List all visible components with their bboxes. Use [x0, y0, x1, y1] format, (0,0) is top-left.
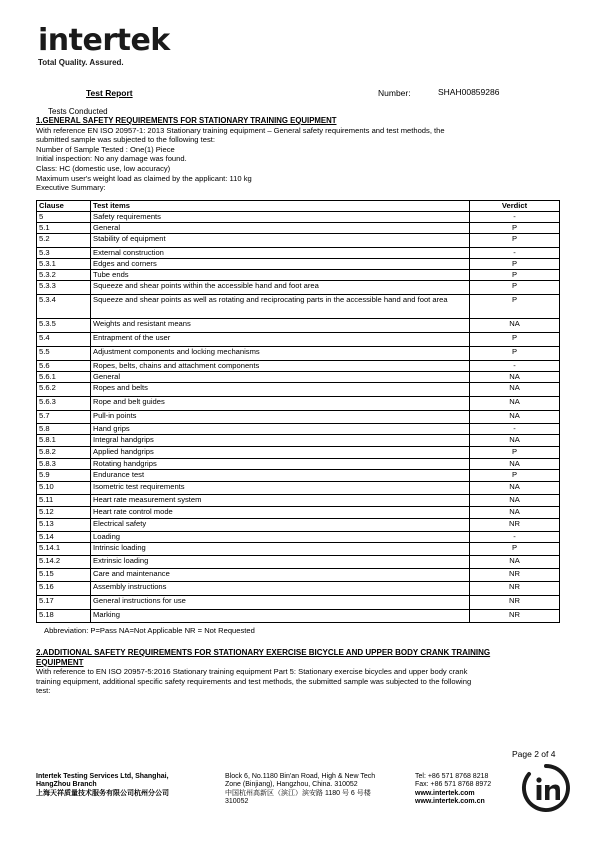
- clause-cell: 5.3.2: [37, 270, 91, 281]
- table-row: [37, 582, 560, 596]
- test-item-cell: Entrapment of the user: [91, 333, 470, 347]
- clause-cell: 5.1: [37, 223, 91, 234]
- verdict-cell: NR: [470, 569, 560, 582]
- test-item-cell: Heart rate measurement system: [91, 495, 470, 507]
- clause-cell: 5.15: [37, 569, 91, 582]
- verdict-cell: NA: [470, 411, 560, 424]
- test-item-cell: Rotating handgrips: [91, 459, 470, 470]
- intertek-logo: [38, 23, 170, 67]
- test-item-cell: Isometric test requirements: [91, 482, 470, 495]
- logo-wordmark: intertek: [38, 23, 170, 58]
- clause-cell: 5: [37, 212, 91, 223]
- table-row: [37, 397, 560, 411]
- test-item-cell: Pull-in points: [91, 411, 470, 424]
- test-item-cell: Ropes and belts: [91, 383, 470, 397]
- test-item-cell: General: [91, 223, 470, 234]
- verdict-cell: NA: [470, 495, 560, 507]
- footer-address-line: 中国杭州高新区（滨江）滨安路 1180 号 6 号楼: [225, 789, 371, 797]
- verdict-cell: P: [470, 234, 560, 248]
- test-item-cell: Applied handgrips: [91, 447, 470, 459]
- verdict-cell: NR: [470, 519, 560, 532]
- table-row: [37, 259, 560, 270]
- test-item-cell: General instructions for use: [91, 596, 470, 610]
- clause-cell: 5.18: [37, 610, 91, 623]
- section2-title: 2.ADDITIONAL SAFETY REQUIREMENTS FOR STATIONARY EXERCISE BICYCLE AND UPPER BODY CRANK TRAINING: [36, 648, 491, 657]
- clause-cell: 5.11: [37, 495, 91, 507]
- verdict-cell: -: [470, 424, 560, 435]
- section1-title: 1.GENERAL SAFETY REQUIREMENTS FOR STATIONARY TRAINING EQUIPMENT: [36, 116, 337, 125]
- table-row: [37, 482, 560, 495]
- clause-cell: 5.8: [37, 424, 91, 435]
- test-item-cell: Tube ends: [91, 270, 470, 281]
- clause-cell: 5.6: [37, 361, 91, 372]
- verdict-cell: P: [470, 447, 560, 459]
- verdict-cell: P: [470, 223, 560, 234]
- verdict-cell: NA: [470, 372, 560, 383]
- clause-cell: 5.7: [37, 411, 91, 424]
- footer-contact: [415, 773, 491, 807]
- verdict-cell: P: [470, 470, 560, 482]
- verdict-cell: NR: [470, 596, 560, 610]
- clause-cell: 5.8.2: [37, 447, 91, 459]
- test-item-cell: Endurance test: [91, 470, 470, 482]
- clause-cell: 5.16: [37, 582, 91, 596]
- clause-cell: 5.14.1: [37, 543, 91, 556]
- header-clause: Clause: [37, 201, 91, 212]
- table-row: [37, 610, 560, 623]
- test-item-cell: Integral handgrips: [91, 435, 470, 447]
- table-row: [37, 383, 560, 397]
- intertek-in-badge-icon: [521, 763, 571, 813]
- test-item-cell: Extrinsic loading: [91, 556, 470, 569]
- section1-line: Maximum user's weight load as claimed by the applicant: 110 kg: [36, 173, 252, 183]
- footer-address-line: 310052: [225, 798, 249, 806]
- section1-intro: [36, 116, 566, 193]
- table-row: [37, 532, 560, 543]
- verdict-cell: NA: [470, 507, 560, 519]
- table-row: [37, 556, 560, 569]
- verdict-cell: P: [470, 347, 560, 361]
- verdict-cell: NA: [470, 383, 560, 397]
- table-header-row: [37, 201, 560, 212]
- table-row: [37, 270, 560, 281]
- clause-cell: 5.8.1: [37, 435, 91, 447]
- table-row: [37, 295, 560, 319]
- test-item-cell: Heart rate control mode: [91, 507, 470, 519]
- verdict-cell: NA: [470, 556, 560, 569]
- section2: [36, 648, 560, 696]
- report-title: Test Report: [86, 88, 133, 98]
- clause-cell: 5.10: [37, 482, 91, 495]
- verdict-cell: P: [470, 281, 560, 295]
- verdict-cell: -: [470, 361, 560, 372]
- verdict-cell: NA: [470, 482, 560, 495]
- footer-address: [225, 773, 375, 807]
- table-row: [37, 361, 560, 372]
- clause-cell: 5.3.5: [37, 319, 91, 333]
- verdict-cell: NR: [470, 582, 560, 596]
- test-item-cell: Weights and resistant means: [91, 319, 470, 333]
- test-item-cell: Stability of equipment: [91, 234, 470, 248]
- test-item-cell: Ropes, belts, chains and attachment components: [91, 361, 470, 372]
- clause-cell: 5.3: [37, 248, 91, 259]
- test-item-cell: Care and maintenance: [91, 569, 470, 582]
- table-row: [37, 248, 560, 259]
- verdict-cell: NA: [470, 459, 560, 470]
- abbreviation-note: Abbreviation: P=Pass NA=Not Applicable NR = Not Requested: [44, 626, 255, 635]
- table-row: [37, 459, 560, 470]
- clause-cell: 5.14.2: [37, 556, 91, 569]
- clause-cell: 5.13: [37, 519, 91, 532]
- test-item-cell: Safety requirements: [91, 212, 470, 223]
- verdict-cell: P: [470, 543, 560, 556]
- table-row: [37, 519, 560, 532]
- footer-website-cn: www.intertek.com.cn: [415, 798, 485, 806]
- verdict-cell: NA: [470, 397, 560, 411]
- table-row: [37, 596, 560, 610]
- section1-line: Executive Summary:: [36, 183, 106, 193]
- section2-line: With reference to EN ISO 20957-5:2016 Stationary training equipment Part 5: Stationary exercise bicycles and upper body crank: [36, 667, 468, 677]
- section1-line: Initial inspection: No any damage was found.: [36, 154, 187, 164]
- test-item-cell: Electrical safety: [91, 519, 470, 532]
- test-item-cell: Assembly instructions: [91, 582, 470, 596]
- table-row: [37, 372, 560, 383]
- section1-line: Number of Sample Tested : One(1) Piece: [36, 144, 175, 154]
- clause-cell: 5.6.3: [37, 397, 91, 411]
- report-number: SHAH00859286: [438, 87, 500, 97]
- table-row: [37, 543, 560, 556]
- verdict-cell: -: [470, 532, 560, 543]
- verdict-cell: P: [470, 270, 560, 281]
- verdict-cell: NR: [470, 610, 560, 623]
- section1-line: With reference EN ISO 20957-1: 2013 Stationary training equipment – General safety requirements and test methods, the: [36, 125, 445, 135]
- footer-company-line: HangZhou Branch: [36, 781, 97, 789]
- verdict-cell: P: [470, 333, 560, 347]
- logo-tagline: Total Quality. Assured.: [38, 58, 124, 67]
- footer-fax: Fax: +86 571 8768 8972: [415, 781, 492, 789]
- footer-company-line: Intertek Testing Services Ltd, Shanghai,: [36, 773, 169, 780]
- section1-line: submitted sample was subjected to the following test:: [36, 135, 215, 145]
- test-item-cell: Adjustment components and locking mechanisms: [91, 347, 470, 361]
- section1-line: Class: HC (domestic use, low accuracy): [36, 163, 171, 173]
- table-row: [37, 223, 560, 234]
- report-number-label: Number:: [378, 88, 411, 98]
- table-row: [37, 281, 560, 295]
- clause-cell: 5.12: [37, 507, 91, 519]
- header-verdict: Verdict: [470, 201, 560, 212]
- clause-cell: 5.5: [37, 347, 91, 361]
- test-item-cell: Intrinsic loading: [91, 543, 470, 556]
- footer-address-line: Zone (Binjiang), Hangzhou, China. 310052: [225, 781, 358, 789]
- clause-cell: 5.8.3: [37, 459, 91, 470]
- table-row: [37, 347, 560, 361]
- footer-company-line: 上海天祥质量技术服务有限公司杭州分公司: [36, 789, 169, 797]
- table-row: [37, 319, 560, 333]
- clause-cell: 5.6.1: [37, 372, 91, 383]
- clause-cell: 5.17: [37, 596, 91, 610]
- test-item-cell: Marking: [91, 610, 470, 623]
- verdict-cell: -: [470, 248, 560, 259]
- test-item-cell: Hand grips: [91, 424, 470, 435]
- header-test-items: Test items: [91, 201, 470, 212]
- verdict-cell: -: [470, 212, 560, 223]
- clause-cell: 5.14: [37, 532, 91, 543]
- table-row: [37, 333, 560, 347]
- tests-conducted-heading: Tests Conducted: [48, 107, 108, 116]
- test-item-cell: General: [91, 372, 470, 383]
- footer-tel: Tel: +86 571 8768 8218: [415, 773, 489, 780]
- section2-title-cont: EQUIPMENT: [36, 657, 84, 667]
- section2-line: test:: [36, 686, 51, 696]
- test-item-cell: Loading: [91, 532, 470, 543]
- table-row: [37, 411, 560, 424]
- clause-cell: 5.3.1: [37, 259, 91, 270]
- table-row: [37, 435, 560, 447]
- page-number: Page 2 of 4: [512, 749, 556, 759]
- executive-summary-table: [36, 200, 560, 623]
- test-item-cell: Edges and corners: [91, 259, 470, 270]
- verdict-cell: P: [470, 295, 560, 319]
- footer-address-line: Block 6, No.1180 Bin'an Road, High & New Tech: [225, 773, 376, 780]
- table-row: [37, 424, 560, 435]
- table-row: [37, 507, 560, 519]
- table-row: [37, 495, 560, 507]
- clause-cell: 5.3.4: [37, 295, 91, 319]
- test-item-cell: Squeeze and shear points within the accessible hand and foot area: [91, 281, 470, 295]
- table-row: [37, 569, 560, 582]
- clause-cell: 5.2: [37, 234, 91, 248]
- clause-cell: 5.6.2: [37, 383, 91, 397]
- verdict-cell: NA: [470, 435, 560, 447]
- clause-cell: 5.4: [37, 333, 91, 347]
- verdict-cell: NA: [470, 319, 560, 333]
- clause-cell: 5.3.3: [37, 281, 91, 295]
- table-row: [37, 447, 560, 459]
- test-item-cell: Squeeze and shear points as well as rotating and reciprocating parts in the accessible hand and foot area: [91, 295, 470, 319]
- section2-line: training equipment, additional specific safety requirements and test methods, the submitted sample was subjected to the following: [36, 676, 472, 686]
- table-row: [37, 234, 560, 248]
- table-row: [37, 470, 560, 482]
- test-item-cell: Rope and belt guides: [91, 397, 470, 411]
- clause-cell: 5.9: [37, 470, 91, 482]
- table-body: [37, 212, 560, 623]
- table-row: [37, 212, 560, 223]
- footer-website: www.intertek.com: [415, 789, 475, 797]
- footer-company: [36, 773, 169, 798]
- test-item-cell: External construction: [91, 248, 470, 259]
- verdict-cell: P: [470, 259, 560, 270]
